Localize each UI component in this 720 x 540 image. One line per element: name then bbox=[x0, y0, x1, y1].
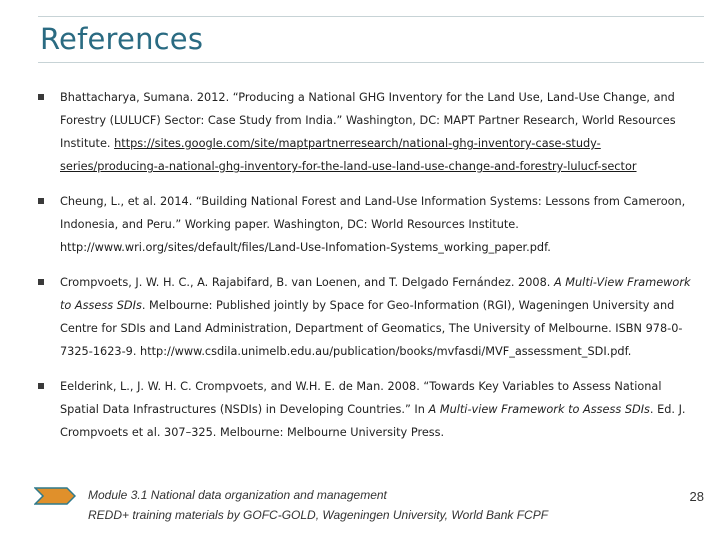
footer-module-line: Module 3.1 National data organization and management bbox=[88, 488, 387, 502]
square-bullet-icon bbox=[38, 94, 44, 100]
reference-item-eelderink bbox=[38, 375, 698, 444]
square-bullet-icon bbox=[38, 198, 44, 204]
reference-text-cont: . Melbourne: Published jointly by Space for Geo-Information (RGI), Wageningen University and Centre for SDIs and Land Administration, Department of Geomatics, The University of Melbourne. ISBN 978-0-7325-1623-9. bbox=[60, 299, 683, 358]
reference-book-title: A Multi-view Framework to Assess SDIs bbox=[428, 403, 650, 416]
reference-book-title: A Multi-View Framework to Assess SDIs bbox=[60, 276, 691, 312]
page-title: References bbox=[40, 22, 204, 56]
reference-text: Crompvoets, J. W. H. C., A. Rajabifard, B. van Loenen, and T. Delgado Fernández. 2008. bbox=[60, 276, 554, 289]
footer-text bbox=[88, 485, 548, 525]
reference-list bbox=[38, 86, 698, 456]
slide-footer bbox=[34, 485, 704, 525]
reference-text: Bhattacharya, Sumana. 2012. “Producing a National GHG Inventory for the Land Use, Land-Use Change, and Forestry (LULUCF) Sector: Case Study from India.” Washington, DC: MAPT Partner Research, World Resources Institute. bbox=[60, 91, 676, 150]
reference-text: Eelderink, L., J. W. H. C. Crompvoets, and W.H. E. de Man. 2008. “Towards Key Variables to Assess National Spatial Data Infrastructures (NSDIs) in Developing Countries.” In bbox=[60, 380, 662, 416]
footer-credits-line: REDD+ training materials by GOFC-GOLD, Wageningen University, World Bank FCPF bbox=[88, 508, 549, 522]
title-rule bbox=[38, 62, 704, 63]
square-bullet-icon bbox=[38, 383, 44, 389]
reference-url: http://www.csdila.unimelb.edu.au/publication/books/mvfasdi/MVF_assessment_SDI.pdf. bbox=[140, 345, 632, 358]
reference-item-bhattacharya bbox=[38, 86, 698, 178]
arrow-right-icon bbox=[34, 487, 76, 505]
top-rule bbox=[38, 16, 704, 17]
reference-link[interactable]: https://sites.google.com/site/maptpartnerresearch/national-ghg-inventory-case-study-series/producing-a-national-ghg-inventory-for-the-land-use-land-use-change-and-forestry-lulucf-sector bbox=[60, 137, 637, 173]
reference-text-cont: . Ed. J. Crompvoets et al. 307–325. Melbourne: Melbourne University Press. bbox=[60, 403, 686, 439]
reference-item-cheung bbox=[38, 190, 698, 259]
page-number: 28 bbox=[689, 489, 704, 504]
reference-url: http://www.wri.org/sites/default/files/Land-Use-Infomation-Systems_working_paper.pdf. bbox=[60, 241, 551, 254]
reference-item-crompvoets bbox=[38, 271, 698, 363]
square-bullet-icon bbox=[38, 279, 44, 285]
reference-text: Cheung, L., et al. 2014. “Building National Forest and Land-Use Information Systems: Lessons from Cameroon, Indonesia, and Peru.” Working paper. Washington, DC: World Resources Institute. bbox=[60, 195, 686, 231]
